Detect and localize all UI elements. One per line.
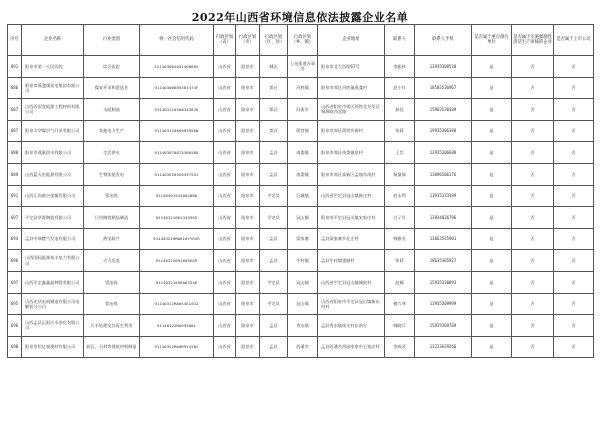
cell-clean-production-flag: 否 [512,185,554,207]
cell-company-name: 山西孟县正阳污水净化有限公司 [22,315,84,337]
cell-contact-person: 褚九琴 [385,293,415,315]
table-row [8,336,594,358]
cell-address: 盂县牛村镇建城村 [318,250,385,272]
cell-city: 阳泉市 [236,228,260,250]
cell-address: 阳泉市郊区河底镇燕龛村 [318,77,385,99]
cell-contact-phone: 15903538389 [415,99,472,121]
cell-town: 梁家寨 [288,228,318,250]
cell-company-name: 山西西国龙能源工程材料有限公司 [22,99,84,121]
cell-address: 盂县西潘乡西园家家中王家庄村 [318,336,385,358]
cell-county: 平定县 [260,185,288,207]
cell-row-number: 698 [8,336,22,358]
cell-industry: 其他电力生产 [84,120,140,142]
cell-contact-person: 赵永利 [385,185,415,207]
cell-company-name: 山西汇尚新兴金属有限公司 [22,185,84,207]
cell-county: 城区 [260,56,288,78]
cell-company-name: 平定县华粤陶瓷有限公司 [22,207,84,229]
cell-city: 阳泉市 [236,336,260,358]
cell-province: 山西省 [214,336,236,358]
cell-credit-code: 91140300685587474F [140,77,214,99]
cell-industry: 综合医院 [84,56,140,78]
cell-key-polluter-flag: 是 [472,207,512,229]
cell-contact-person: 白子丹 [385,207,415,229]
header-industry: 行业类别 [84,25,140,56]
cell-province: 山西省 [214,293,236,315]
cell-key-polluter-flag: 是 [472,315,512,337]
cell-county: 盂县 [260,142,288,164]
cell-credit-code: 91140322092033759J [140,163,214,185]
cell-contact-person: 李振林 [385,56,415,78]
cell-contact-person: 赵耀 [385,271,415,293]
header-county: 行政区划（区、县） [260,25,288,56]
table-row [8,250,594,272]
cell-key-polluter-flag: 是 [472,185,512,207]
cell-key-polluter-flag: 是 [472,99,512,121]
cell-key-polluter-flag: 是 [472,120,512,142]
cell-clean-production-flag: 否 [512,142,554,164]
cell-contact-person: 李成武 [385,336,415,358]
cell-company-name: 阳泉市燕龛煤炭电集团有限公司 [22,77,84,99]
cell-listed-company-flag: 否 [554,142,594,164]
cell-town: 西潘乡 [288,336,318,358]
cell-town: 牛村镇 [288,250,318,272]
cell-listed-company-flag: 否 [554,293,594,315]
cell-listed-company-flag: 否 [554,120,594,142]
cell-contact-phone: 13935308538 [415,56,472,78]
cell-row-number: 694 [8,228,22,250]
cell-company-name: 阳泉市燕巢供水有限公司 [22,142,84,164]
cell-province: 山西省 [214,163,236,185]
cell-key-polluter-flag: 是 [472,293,512,315]
cell-listed-company-flag: 否 [554,250,594,272]
cell-contact-phone: 13834036796 [415,207,472,229]
header-phone: 联系人手机 [415,25,472,56]
table-header-row [8,25,594,56]
cell-key-polluter-flag: 是 [472,163,512,185]
cell-contact-phone: 19935306388 [415,120,472,142]
cell-county: 平定县 [260,293,288,315]
cell-city: 阳泉市 [236,142,260,164]
company-table [7,24,594,358]
cell-clean-production-flag: 否 [512,271,554,293]
cell-row-number: 688 [8,142,22,164]
cell-city: 阳泉市 [236,315,260,337]
cell-clean-production-flag: 否 [512,293,554,315]
cell-company-name: 阳泉市第一人民医院 [22,56,84,78]
cell-industry: 日用陶瓷制品制造 [84,207,140,229]
cell-listed-company-flag: 否 [554,185,594,207]
cell-contact-person: 韩晓兵 [385,315,415,337]
cell-row-number: 891 [8,56,22,78]
cell-credit-code: 91140322MA0K9Y4Y8C [140,336,214,358]
cell-credit-code: 91140321056063346 [140,271,214,293]
cell-county: 郊区 [260,77,288,99]
table-row [8,77,594,99]
cell-province: 山西省 [214,315,236,337]
cell-contact-phone: 13935309999 [415,293,472,315]
cell-town: 冠山镇 [288,207,318,229]
table-row [8,142,594,164]
cell-listed-company-flag: 否 [554,228,594,250]
cell-city: 阳泉市 [236,56,260,78]
cell-contact-phone: 15935330893 [415,271,472,293]
cell-clean-production-flag: 否 [512,77,554,99]
cell-contact-person: 王岱 [385,142,415,164]
cell-county: 盂县 [260,315,288,337]
table-row [8,315,594,337]
cell-row-number: 697 [8,271,22,293]
cell-address: 阳泉市郊区南娄镇泉村 [318,142,385,164]
cell-city: 阳泉市 [236,271,260,293]
cell-credit-code: 91140311056834387K [140,99,214,121]
cell-town: 河底镇 [288,77,318,99]
cell-city: 阳泉市 [236,99,260,121]
cell-industry: 砖瓦、石材等建筑材料制造 [84,336,140,358]
cell-province: 山西省 [214,142,236,164]
cell-row-number: 696 [8,250,22,272]
cell-key-polluter-flag: 是 [472,228,512,250]
cell-address: 盂县梁家寨乡北庄村 [318,228,385,250]
cell-key-polluter-flag: 是 [472,142,512,164]
cell-clean-production-flag: 否 [512,228,554,250]
cell-row-number: 696 [8,315,22,337]
cell-contact-phone: 13096506176 [415,163,472,185]
cell-county: 盂县 [260,228,288,250]
cell-city: 阳泉市 [236,293,260,315]
cell-key-polluter-flag: 是 [472,77,512,99]
cell-county: 平定县 [260,271,288,293]
cell-listed-company-flag: 否 [554,163,594,185]
cell-contact-phone: 13935373189 [415,185,472,207]
cell-contact-person: 赵小红 [385,77,415,99]
table-row [8,207,594,229]
cell-address: 盂县秀水镇南关村东南方 [318,315,385,337]
cell-province: 山西省 [214,120,236,142]
cell-address: 阳泉市郊区高新区盂镇东南村 [318,163,385,185]
cell-clean-production-flag: 否 [512,250,554,272]
table-row [8,56,594,78]
cell-key-polluter-flag: 是 [472,336,512,358]
header-address: 企业地址 [318,25,385,56]
header-no: 序号 [8,25,22,56]
table-row [8,163,594,185]
header-clean-production: 是否属于实施强制性清洁生产审核的企业 [512,25,554,56]
cell-credit-code: 91140501543084086 [140,185,214,207]
cell-industry: 生物质能发电 [84,163,140,185]
cell-town: 旧街乡 [288,99,318,121]
cell-county: 郊区 [260,120,288,142]
cell-contact-phone: 18503536967 [415,77,472,99]
cell-row-number: 686 [8,77,22,99]
header-city: 行政区划（市） [236,25,260,56]
header-key-polluter: 是否属于重点排污单位 [472,25,512,56]
cell-credit-code: 91140321061349303 [140,207,214,229]
cell-town: 巨城镇 [288,185,318,207]
table-row [8,293,594,315]
cell-contact-phone: 15935309769 [415,315,472,337]
cell-town: 南娄镇 [288,163,318,185]
cell-company-name: 阳泉市恒亿泰建材有限公司 [22,336,84,358]
table-row [8,99,594,121]
cell-industry: 生活供水 [84,142,140,164]
cell-industry: 镁冶炼 [84,271,140,293]
cell-city: 阳泉市 [236,207,260,229]
cell-credit-code: 91140322MA09308L [140,315,214,337]
cell-contact-person: 郝佳 [385,99,415,121]
header-credit-code: 统一社会信用代码 [140,25,214,56]
cell-industry: 污水处理及其再生利用 [84,315,140,337]
cell-contact-phone: 13663535901 [415,228,472,250]
cell-province: 山西省 [214,271,236,293]
cell-address: 阳泉市平定县冠山镇宋家庄村 [318,207,385,229]
cell-town: 南娄镇 [288,142,318,164]
cell-province: 山西省 [214,77,236,99]
cell-province: 山西省 [214,185,236,207]
table-row [8,185,594,207]
cell-city: 阳泉市 [236,163,260,185]
cell-town: 冠山镇 [288,293,318,315]
cell-town: 秀水镇 [288,315,318,337]
cell-province: 山西省 [214,228,236,250]
cell-clean-production-flag: 否 [512,207,554,229]
cell-industry: 铝冶炼 [84,293,140,315]
cell-company-name: 盂县中瑞燃气发电有限公司 [22,228,84,250]
cell-city: 阳泉市 [236,77,260,99]
cell-key-polluter-flag: 是 [472,271,512,293]
cell-listed-company-flag: 否 [554,315,594,337]
cell-row-number: 689 [8,163,22,185]
cell-key-polluter-flag: 是 [472,250,512,272]
document-title: 2022年山西省环境信息依法披露企业名单 [191,11,409,24]
cell-row-number: 687 [8,99,22,121]
cell-credit-code: 91140307087536658U [140,142,214,164]
table-row [8,228,594,250]
cell-county: 平定县 [260,207,288,229]
cell-industry: 火力发电 [84,250,140,272]
cell-city: 阳泉市 [236,120,260,142]
cell-listed-company-flag: 否 [554,99,594,121]
cell-province: 山西省 [214,56,236,78]
cell-clean-production-flag: 否 [512,336,554,358]
cell-company-name: 山西光伏电机制造有限公司电解铝分公司 [22,293,84,315]
cell-clean-production-flag: 否 [512,99,554,121]
cell-province: 山西省 [214,99,236,121]
cell-city: 阳泉市 [236,185,260,207]
cell-town: 荫营镇 [288,120,318,142]
table-body [8,56,594,358]
cell-address: 阳泉市北大西街67号 [318,56,385,78]
cell-clean-production-flag: 否 [512,163,554,185]
cell-address: 山西省阳泉市郊区西铁北开发区聚源路西北路 [318,99,385,121]
cell-contact-person: 张莉 [385,250,415,272]
cell-county: 盂县 [260,163,288,185]
cell-contact-phone: 13223639266 [415,336,472,358]
cell-clean-production-flag: 否 [512,120,554,142]
cell-industry: 煤炭开采和洗选业 [84,77,140,99]
cell-address: 山西省阳泉市平定县冠山镇新东村村 [318,293,385,315]
cell-province: 山西省 [214,250,236,272]
cell-credit-code: 91140322691609289 [140,250,214,272]
cell-listed-company-flag: 否 [554,77,594,99]
cell-county: 郊区 [260,99,288,121]
cell-clean-production-flag: 否 [512,56,554,78]
cell-company-name: 阳泉力华煤层气开采有限公司 [22,120,84,142]
cell-row-number: 687 [8,120,22,142]
cell-county: 盂县 [260,250,288,272]
cell-town: 上站街道办事处 [288,56,318,78]
cell-province: 山西省 [214,207,236,229]
cell-key-polluter-flag: 是 [472,56,512,78]
cell-credit-code: 914403229MA0L6YYR2R [140,228,214,250]
cell-company-name: 山西平定鑫鑫晶种镁有限公司 [22,271,84,293]
header-town: 行政区划（乡、镇） [288,25,318,56]
cell-clean-production-flag: 否 [512,315,554,337]
cell-industry: 热电联产 [84,228,140,250]
header-company-name: 企业名称 [22,25,84,56]
cell-county: 盂县 [260,336,288,358]
cell-contact-person: 韩雅芳 [385,228,415,250]
cell-contact-phone: 18635305927 [415,250,472,272]
cell-contact-phone: 13935306688 [415,142,472,164]
cell-row-number: 695 [8,293,22,315]
cell-industry: 镁冶炼 [84,185,140,207]
cell-credit-code: 91140311080993956W [140,120,214,142]
cell-address: 山西省平定县冠山镇新庄村 [318,185,385,207]
cell-row-number: 691 [8,185,22,207]
cell-listed-company-flag: 否 [554,271,594,293]
cell-city: 阳泉市 [236,250,260,272]
cell-company-name: 山西国际能源裕丰电力有限公司 [22,250,84,272]
cell-listed-company-flag: 否 [554,207,594,229]
table-row [8,120,594,142]
cell-listed-company-flag: 否 [554,336,594,358]
cell-address: 阳泉市郊区荫营乡新村 [318,120,385,142]
header-province: 行政区划（省） [214,25,236,56]
cell-address: 山西省平定县冠山镇城窑村 [318,271,385,293]
cell-industry: 水泥制造 [84,99,140,121]
cell-town: 冠山镇 [288,271,318,293]
header-listed-company: 是否属于上市公司 [554,25,594,56]
cell-credit-code: 91140311MA0S4EL03J [140,293,214,315]
header-contact: 联系人 [385,25,415,56]
cell-contact-person: 张莉 [385,120,415,142]
cell-row-number: 697 [8,207,22,229]
cell-contact-person: 杨童瑞 [385,163,415,185]
cell-company-name: 山西蓝天宏能源有限公司 [22,163,84,185]
table-row [8,271,594,293]
cell-listed-company-flag: 否 [554,56,594,78]
cell-credit-code: 12140300405140868S [140,56,214,78]
